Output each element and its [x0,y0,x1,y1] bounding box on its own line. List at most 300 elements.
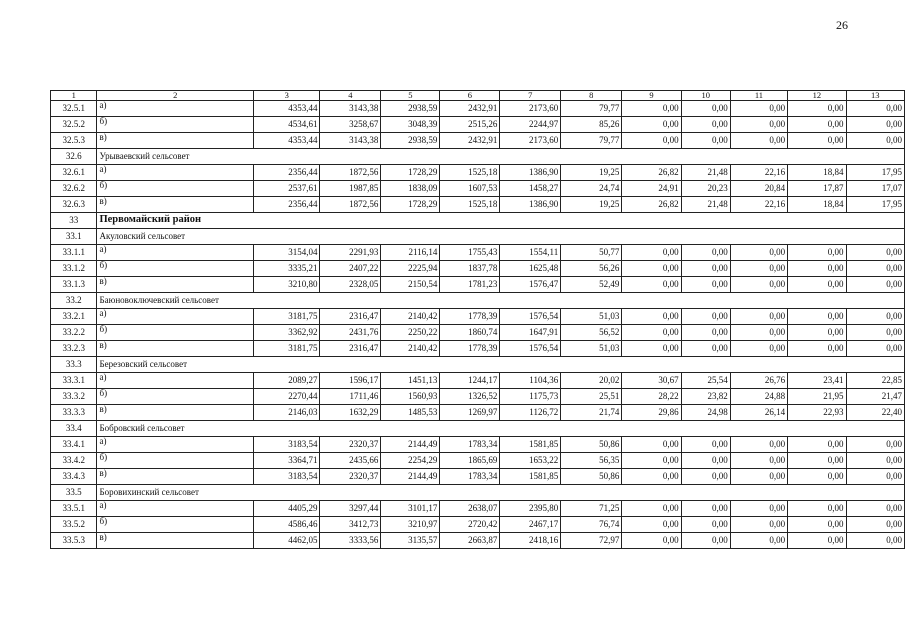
column-number: 13 [846,91,904,101]
variant-label: в) [97,533,254,549]
section-title: Боровихинский сельсовет [97,485,905,501]
row-code: 32.5.1 [51,101,97,117]
table-row [51,309,905,325]
value-cell: 17,95 [846,197,904,213]
value-cell: 1525,18 [440,165,500,181]
row-code: 33.3.2 [51,389,97,405]
value-cell: 24,91 [622,181,681,197]
value-cell: 21,48 [681,197,730,213]
table-row [51,517,905,533]
table-row [51,405,905,421]
district-row [51,213,905,229]
value-cell: 0,00 [681,101,730,117]
table-row [51,501,905,517]
value-cell: 1647,91 [500,325,561,341]
value-cell: 3362,92 [254,325,320,341]
value-cell: 2418,16 [500,533,561,549]
value-cell: 0,00 [622,341,681,357]
row-code: 33.3.3 [51,405,97,421]
variant-label: а) [97,165,254,181]
value-cell: 22,93 [788,405,846,421]
value-cell: 2432,91 [440,101,500,117]
value-cell: 0,00 [846,325,904,341]
value-cell: 0,00 [846,341,904,357]
value-cell: 52,49 [561,277,622,293]
value-cell: 2291,93 [320,245,381,261]
column-number: 11 [730,91,787,101]
row-code: 33.2.1 [51,309,97,325]
section-title: Березовский сельсовет [97,357,905,373]
value-cell: 2432,91 [440,133,500,149]
value-cell: 0,00 [622,309,681,325]
table-row [51,165,905,181]
value-cell: 1778,39 [440,341,500,357]
value-cell: 1126,72 [500,405,561,421]
value-cell: 24,88 [730,389,787,405]
value-cell: 0,00 [730,469,787,485]
value-cell: 2320,37 [320,469,381,485]
value-cell: 22,85 [846,373,904,389]
table-row [51,341,905,357]
value-cell: 17,07 [846,181,904,197]
row-code: 32.5.2 [51,117,97,133]
table-row [51,245,905,261]
table-row [51,261,905,277]
page-number: 26 [836,18,848,32]
value-cell: 2146,03 [254,405,320,421]
value-cell: 3143,38 [320,101,381,117]
value-cell: 0,00 [788,117,846,133]
variant-label: в) [97,133,254,149]
value-cell: 3181,75 [254,341,320,357]
table-row [51,133,905,149]
value-cell: 0,00 [730,453,787,469]
row-code: 33.5.2 [51,517,97,533]
value-cell: 0,00 [788,133,846,149]
section-row [51,229,905,245]
value-cell: 0,00 [846,309,904,325]
table-row [51,101,905,117]
section-row [51,485,905,501]
value-cell: 1386,90 [500,197,561,213]
value-cell: 1596,17 [320,373,381,389]
value-cell: 22,40 [846,405,904,421]
variant-label: а) [97,309,254,325]
value-cell: 0,00 [846,133,904,149]
row-code: 32.6.3 [51,197,97,213]
value-cell: 3154,04 [254,245,320,261]
value-cell: 3333,56 [320,533,381,549]
value-cell: 2638,07 [440,501,500,517]
value-cell: 0,00 [681,277,730,293]
value-cell: 2173,60 [500,101,561,117]
table-row [51,437,905,453]
value-cell: 1837,78 [440,261,500,277]
value-cell: 2225,94 [381,261,440,277]
value-cell: 0,00 [681,325,730,341]
value-cell: 1269,97 [440,405,500,421]
value-cell: 1872,56 [320,165,381,181]
variant-label: в) [97,197,254,213]
value-cell: 20,23 [681,181,730,197]
variant-label: а) [97,373,254,389]
district-title: Первомайский район [97,213,905,229]
value-cell: 1783,34 [440,469,500,485]
value-cell: 0,00 [730,245,787,261]
value-cell: 0,00 [846,501,904,517]
value-cell: 56,52 [561,325,622,341]
value-cell: 0,00 [622,133,681,149]
value-cell: 3412,73 [320,517,381,533]
value-cell: 20,84 [730,181,787,197]
row-code: 32.5.3 [51,133,97,149]
value-cell: 1783,34 [440,437,500,453]
value-cell: 0,00 [788,261,846,277]
value-cell: 1865,69 [440,453,500,469]
value-cell: 1554,11 [500,245,561,261]
variant-label: б) [97,389,254,405]
value-cell: 1625,48 [500,261,561,277]
row-code: 33.5 [51,485,97,501]
value-cell: 51,03 [561,341,622,357]
value-cell: 1781,23 [440,277,500,293]
value-cell: 2254,29 [381,453,440,469]
value-cell: 0,00 [788,437,846,453]
value-cell: 71,25 [561,501,622,517]
value-cell: 79,77 [561,101,622,117]
value-cell: 76,74 [561,517,622,533]
value-cell: 30,67 [622,373,681,389]
variant-label: в) [97,469,254,485]
value-cell: 0,00 [730,101,787,117]
value-cell: 19,25 [561,197,622,213]
column-number: 2 [97,91,254,101]
value-cell: 1244,17 [440,373,500,389]
value-cell: 0,00 [681,309,730,325]
value-cell: 56,35 [561,453,622,469]
value-cell: 0,00 [788,533,846,549]
variant-label: б) [97,181,254,197]
value-cell: 51,03 [561,309,622,325]
value-cell: 0,00 [622,453,681,469]
value-cell: 0,00 [846,117,904,133]
table-row [51,181,905,197]
value-cell: 0,00 [788,341,846,357]
value-cell: 0,00 [622,533,681,549]
row-code: 33.1.3 [51,277,97,293]
value-cell: 22,16 [730,165,787,181]
column-number: 9 [622,91,681,101]
value-cell: 0,00 [681,245,730,261]
value-cell: 0,00 [846,277,904,293]
variant-label: в) [97,277,254,293]
value-cell: 3335,21 [254,261,320,277]
value-cell: 0,00 [846,437,904,453]
value-cell: 29,86 [622,405,681,421]
value-cell: 2244,97 [500,117,561,133]
value-cell: 2316,47 [320,341,381,357]
value-cell: 0,00 [622,437,681,453]
value-cell: 1838,09 [381,181,440,197]
section-title: Акуловский сельсовет [97,229,905,245]
value-cell: 0,00 [681,453,730,469]
column-number: 4 [320,91,381,101]
value-cell: 1104,36 [500,373,561,389]
section-row [51,357,905,373]
table-row [51,533,905,549]
value-cell: 0,00 [681,501,730,517]
row-code: 33.4.1 [51,437,97,453]
value-cell: 1872,56 [320,197,381,213]
value-cell: 0,00 [788,517,846,533]
value-cell: 0,00 [730,261,787,277]
value-cell: 0,00 [622,101,681,117]
value-cell: 3101,17 [381,501,440,517]
value-cell: 1607,53 [440,181,500,197]
value-cell: 1728,29 [381,197,440,213]
value-cell: 21,74 [561,405,622,421]
row-code: 33.2 [51,293,97,309]
data-table [50,90,905,549]
value-cell: 2328,05 [320,277,381,293]
variant-label: б) [97,453,254,469]
value-cell: 0,00 [622,245,681,261]
value-cell: 2356,44 [254,197,320,213]
value-cell: 2356,44 [254,165,320,181]
value-cell: 17,95 [846,165,904,181]
value-cell: 26,14 [730,405,787,421]
table-row [51,197,905,213]
variant-label: б) [97,517,254,533]
row-code: 33.1 [51,229,97,245]
value-cell: 0,00 [681,469,730,485]
value-cell: 2435,66 [320,453,381,469]
row-code: 33.4 [51,421,97,437]
value-cell: 17,87 [788,181,846,197]
column-number: 8 [561,91,622,101]
variant-label: а) [97,501,254,517]
value-cell: 2270,44 [254,389,320,405]
variant-label: а) [97,101,254,117]
row-code: 33.4.2 [51,453,97,469]
value-cell: 26,82 [622,165,681,181]
row-code: 33.5.1 [51,501,97,517]
value-cell: 3297,44 [320,501,381,517]
value-cell: 1778,39 [440,309,500,325]
value-cell: 1560,93 [381,389,440,405]
variant-label: в) [97,405,254,421]
value-cell: 4534,61 [254,117,320,133]
value-cell: 2938,59 [381,133,440,149]
value-cell: 3210,97 [381,517,440,533]
value-cell: 1728,29 [381,165,440,181]
value-cell: 2938,59 [381,101,440,117]
section-title: Баюновоключевский сельсовет [97,293,905,309]
row-code: 33.1.1 [51,245,97,261]
value-cell: 2250,22 [381,325,440,341]
value-cell: 21,95 [788,389,846,405]
value-cell: 4353,44 [254,101,320,117]
value-cell: 2537,61 [254,181,320,197]
value-cell: 0,00 [730,501,787,517]
row-code: 33.4.3 [51,469,97,485]
value-cell: 18,84 [788,165,846,181]
variant-label: б) [97,261,254,277]
value-cell: 24,74 [561,181,622,197]
value-cell: 4405,29 [254,501,320,517]
value-cell: 2663,87 [440,533,500,549]
value-cell: 25,51 [561,389,622,405]
value-cell: 26,76 [730,373,787,389]
value-cell: 0,00 [730,437,787,453]
value-cell: 4353,44 [254,133,320,149]
variant-label: б) [97,117,254,133]
table-row [51,373,905,389]
value-cell: 21,47 [846,389,904,405]
value-cell: 3364,71 [254,453,320,469]
value-cell: 1653,22 [500,453,561,469]
value-cell: 3181,75 [254,309,320,325]
value-cell: 0,00 [622,261,681,277]
value-cell: 0,00 [846,533,904,549]
table-row [51,469,905,485]
value-cell: 2144,49 [381,469,440,485]
value-cell: 23,41 [788,373,846,389]
section-title: Урываевский сельсовет [97,149,905,165]
value-cell: 0,00 [846,245,904,261]
row-code: 32.6.1 [51,165,97,181]
value-cell: 0,00 [681,437,730,453]
value-cell: 1386,90 [500,165,561,181]
value-cell: 0,00 [846,517,904,533]
value-cell: 1525,18 [440,197,500,213]
value-cell: 79,77 [561,133,622,149]
value-cell: 0,00 [730,325,787,341]
column-number: 3 [254,91,320,101]
value-cell: 0,00 [788,501,846,517]
value-cell: 2320,37 [320,437,381,453]
value-cell: 0,00 [622,501,681,517]
value-cell: 0,00 [730,517,787,533]
value-cell: 0,00 [730,117,787,133]
value-cell: 0,00 [681,341,730,357]
value-cell: 2140,42 [381,309,440,325]
value-cell: 0,00 [730,277,787,293]
section-title: Бобровский сельсовет [97,421,905,437]
value-cell: 56,26 [561,261,622,277]
variant-label: а) [97,245,254,261]
value-cell: 0,00 [788,453,846,469]
value-cell: 50,86 [561,469,622,485]
value-cell: 0,00 [788,277,846,293]
value-cell: 2316,47 [320,309,381,325]
variant-label: в) [97,341,254,357]
column-number-row [51,91,905,101]
value-cell: 3135,57 [381,533,440,549]
value-cell: 1326,52 [440,389,500,405]
value-cell: 20,02 [561,373,622,389]
row-code: 33.3.1 [51,373,97,389]
value-cell: 0,00 [622,325,681,341]
value-cell: 3048,39 [381,117,440,133]
column-number: 12 [788,91,846,101]
value-cell: 0,00 [730,341,787,357]
value-cell: 1576,47 [500,277,561,293]
value-cell: 0,00 [846,453,904,469]
value-cell: 0,00 [681,533,730,549]
column-number: 1 [51,91,97,101]
value-cell: 26,82 [622,197,681,213]
value-cell: 2395,80 [500,501,561,517]
table-row [51,117,905,133]
value-cell: 1987,85 [320,181,381,197]
value-cell: 1485,53 [381,405,440,421]
value-cell: 24,98 [681,405,730,421]
table-row [51,277,905,293]
value-cell: 2515,26 [440,117,500,133]
value-cell: 2150,54 [381,277,440,293]
value-cell: 3143,38 [320,133,381,149]
column-number: 10 [681,91,730,101]
value-cell: 2720,42 [440,517,500,533]
value-cell: 0,00 [681,133,730,149]
value-cell: 2140,42 [381,341,440,357]
value-cell: 0,00 [846,101,904,117]
value-cell: 1860,74 [440,325,500,341]
value-cell: 4462,05 [254,533,320,549]
value-cell: 3183,54 [254,469,320,485]
value-cell: 1581,85 [500,469,561,485]
value-cell: 0,00 [788,101,846,117]
value-cell: 0,00 [846,469,904,485]
value-cell: 2173,60 [500,133,561,149]
value-cell: 23,82 [681,389,730,405]
variant-label: б) [97,325,254,341]
section-row [51,421,905,437]
value-cell: 1711,46 [320,389,381,405]
row-code: 32.6.2 [51,181,97,197]
value-cell: 19,25 [561,165,622,181]
row-code: 33.3 [51,357,97,373]
table-row [51,389,905,405]
row-code: 32.6 [51,149,97,165]
value-cell: 50,86 [561,437,622,453]
section-row [51,149,905,165]
value-cell: 0,00 [788,325,846,341]
row-code: 33 [51,213,97,229]
column-number: 6 [440,91,500,101]
value-cell: 0,00 [788,309,846,325]
value-cell: 2431,76 [320,325,381,341]
value-cell: 18,84 [788,197,846,213]
value-cell: 85,26 [561,117,622,133]
value-cell: 1755,43 [440,245,500,261]
value-cell: 22,16 [730,197,787,213]
row-code: 33.5.3 [51,533,97,549]
value-cell: 2116,14 [381,245,440,261]
row-code: 33.2.2 [51,325,97,341]
value-cell: 1632,29 [320,405,381,421]
value-cell: 0,00 [622,517,681,533]
value-cell: 2467,17 [500,517,561,533]
column-number: 7 [500,91,561,101]
value-cell: 2089,27 [254,373,320,389]
value-cell: 2407,22 [320,261,381,277]
value-cell: 25,54 [681,373,730,389]
value-cell: 50,77 [561,245,622,261]
value-cell: 3183,54 [254,437,320,453]
section-row [51,293,905,309]
